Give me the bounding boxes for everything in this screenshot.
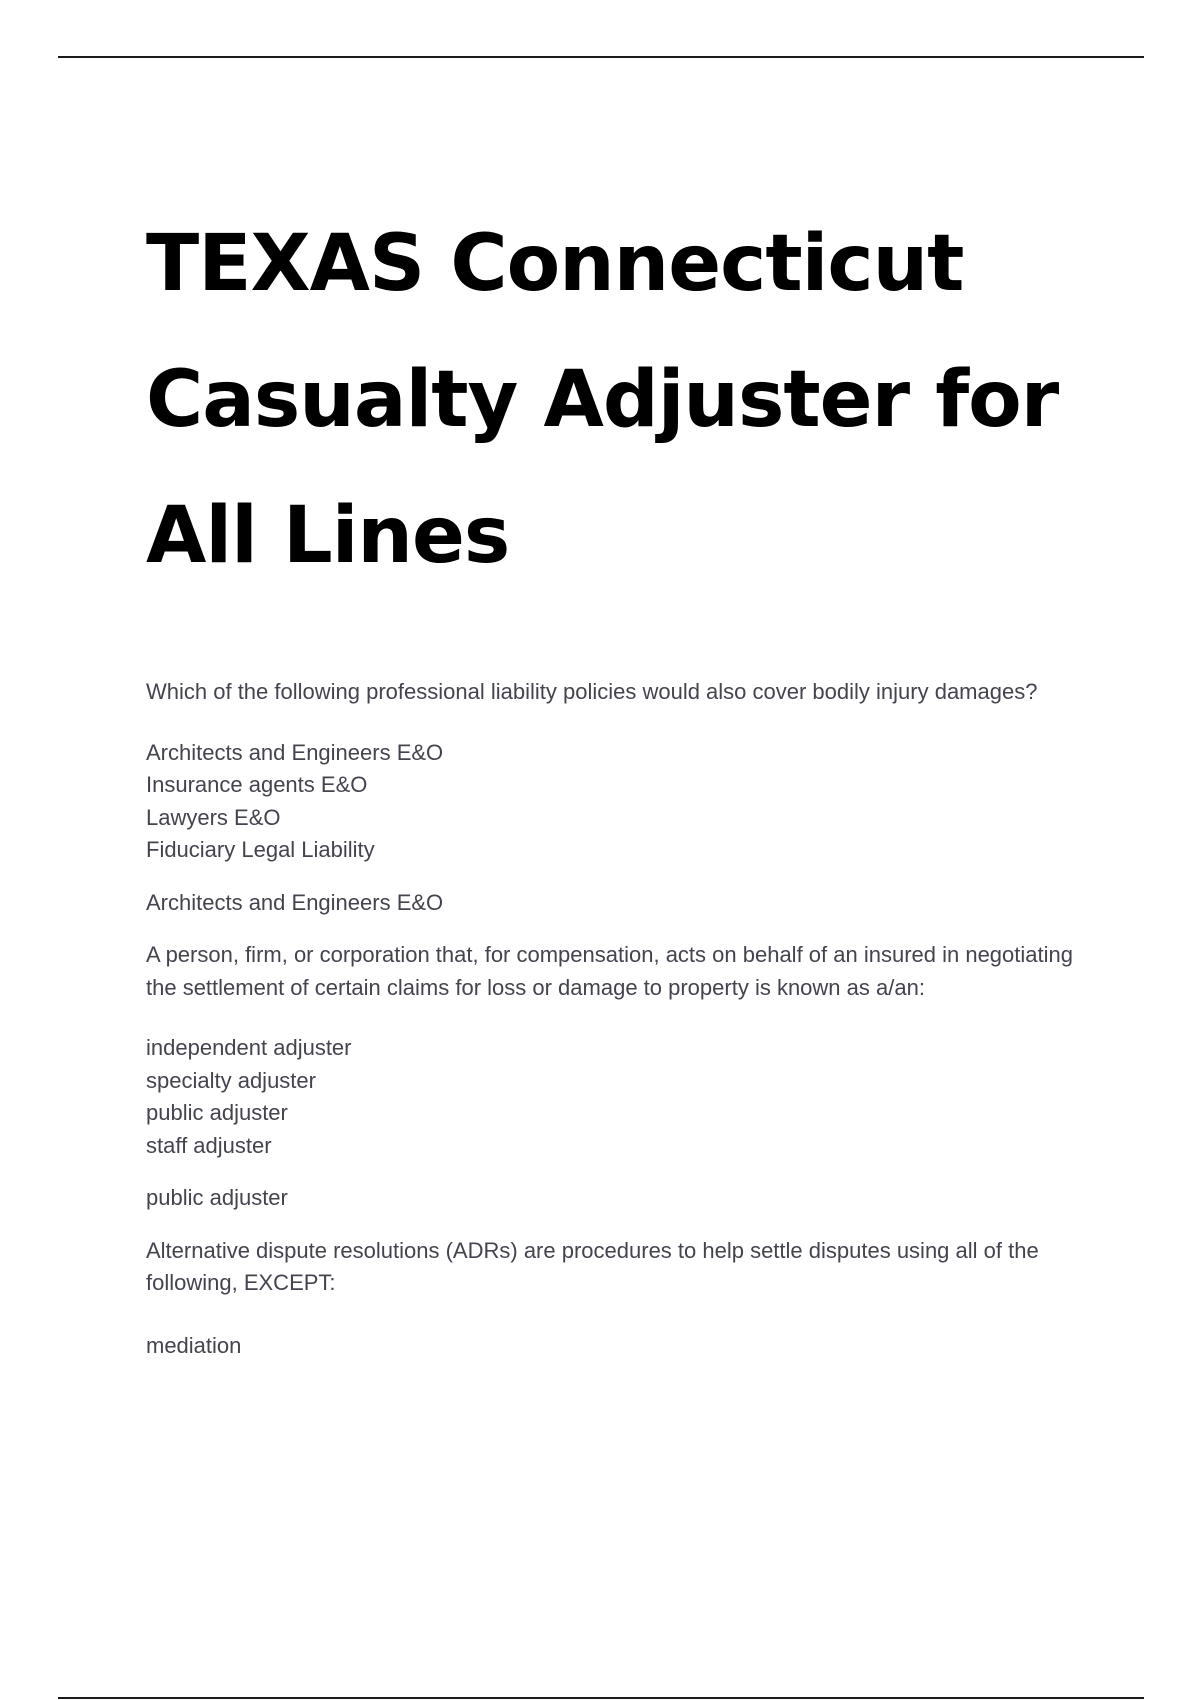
question-text: Alternative dispute resolutions (ADRs) are procedures to help settle disputes using all of the following, EXCEPT: bbox=[146, 1237, 1039, 1295]
question-block-1 bbox=[146, 676, 1106, 919]
title-line-3: All Lines bbox=[146, 491, 510, 581]
question-text: A person, firm, or corporation that, for compensation, acts on behalf of an insured in negotiating the settlement of certain claims for loss or damage to property is known as a/an: bbox=[146, 942, 1073, 1000]
option-list bbox=[146, 1032, 1106, 1162]
question-text: Which of the following professional liability policies would also cover bodily injury damages? bbox=[146, 679, 1038, 704]
option-item: public adjuster bbox=[146, 1100, 288, 1125]
answer-text: public adjuster bbox=[146, 1185, 288, 1210]
question-block-2 bbox=[146, 939, 1106, 1215]
option-item: staff adjuster bbox=[146, 1132, 272, 1158]
document-title bbox=[146, 196, 1106, 604]
title-line-1: TEXAS Connecticut bbox=[146, 219, 964, 309]
option-item: specialty adjuster bbox=[146, 1067, 316, 1093]
question-block-3 bbox=[146, 1235, 1106, 1363]
question-list bbox=[146, 676, 1106, 1362]
option-item: Insurance agents E&O bbox=[146, 772, 368, 797]
option-list bbox=[146, 1330, 1106, 1363]
option-item: Fiduciary Legal Liability bbox=[146, 837, 375, 862]
bottom-horizontal-rule bbox=[58, 1697, 1144, 1699]
option-list bbox=[146, 737, 1106, 867]
option-item: mediation bbox=[146, 1332, 242, 1358]
top-horizontal-rule bbox=[58, 56, 1144, 58]
option-item: independent adjuster bbox=[146, 1035, 352, 1060]
answer-text: Architects and Engineers E&O bbox=[146, 889, 444, 915]
title-line-2: Casualty Adjuster for bbox=[146, 355, 1059, 445]
option-item: Lawyers E&O bbox=[146, 804, 281, 830]
option-item: Architects and Engineers E&O bbox=[146, 739, 444, 765]
